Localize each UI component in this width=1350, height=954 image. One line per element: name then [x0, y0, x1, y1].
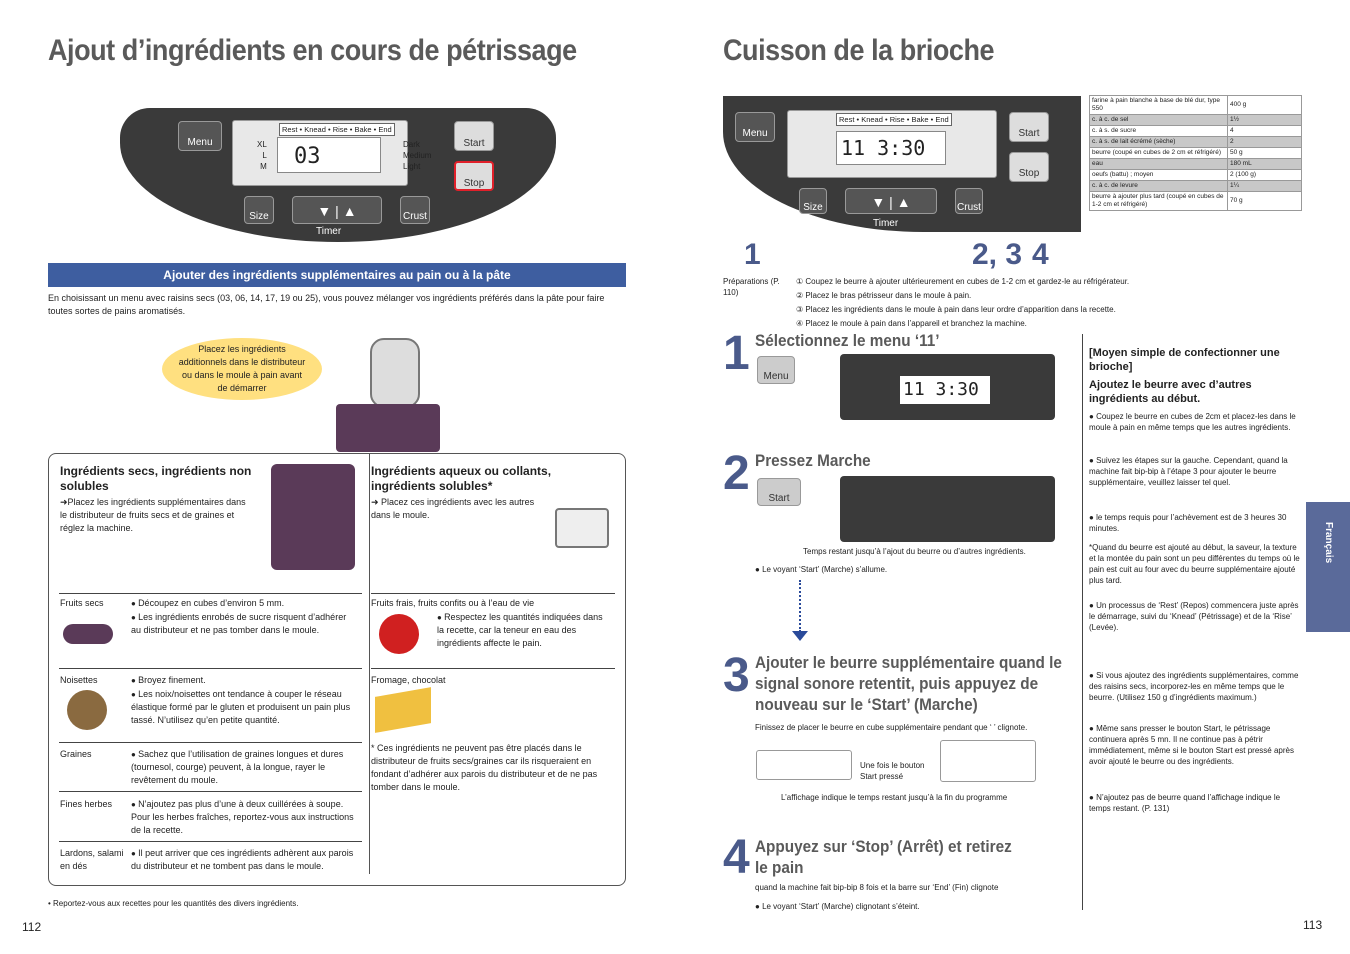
apple-icon — [379, 614, 419, 654]
menu-button-right: Menu — [735, 112, 775, 142]
side-subtitle: Ajoutez le beurre avec d’autres ingrédients au début. — [1089, 379, 1252, 405]
wet-note: * Ces ingrédients ne peuvent pas être placés dans le distributeur de fruits secs/graines car ils risqueraient en fondant d’adhérer aux parois du distributeur et de ne pas tomber dans le moule. — [371, 743, 598, 792]
ingredient-row: farine à pain blanche à base de blé dur, type 550 400 g — [1090, 96, 1302, 115]
control-panel-right: Menu Rest • Knead • Rise • Bake • End 11 3:30 Start Stop Size ▼ | ▲ Crust Timer — [723, 96, 1081, 232]
start-button[interactable]: Start — [454, 121, 494, 151]
page-number-right: 113 — [1303, 918, 1323, 932]
step2-lcd — [840, 476, 1055, 542]
ingredient-row: beurre à ajouter plus tard (coupé en cubes de 1-2 cm et réfrigéré) 70 g — [1090, 192, 1302, 211]
nut-icon — [67, 690, 107, 730]
menu-button[interactable]: Menu — [178, 121, 222, 151]
step-1-number: 1 — [723, 327, 750, 380]
stop-button[interactable]: Stop — [454, 161, 494, 191]
program-number: 03 — [277, 137, 381, 173]
crust-labels: Dark Medium Light — [403, 140, 432, 171]
step1-menu-button[interactable]: Menu — [757, 356, 795, 384]
row-name: Fruits secs — [60, 598, 104, 608]
step3-lcd-a — [756, 750, 852, 780]
ingredient-row: c. à c. de sel 1½ — [1090, 115, 1302, 126]
prep-label: Préparations (P. 110) — [723, 277, 780, 297]
ingredient-row: c. à s. de sucre 4 — [1090, 126, 1302, 137]
step-2-title: Pressez Marche — [755, 451, 871, 470]
ingredient-row: c. à c. de levure 1¼ — [1090, 181, 1302, 192]
ingredient-row: oeufs (battu) ; moyen 2 (100 g) — [1090, 170, 1302, 181]
bread-machine-illustration — [336, 338, 446, 454]
step-4-title: Appuyez sur ‘Stop’ (Arrêt) et retirez le pain — [755, 837, 1012, 877]
callout-4: 4 — [1032, 238, 1049, 271]
step-3-title: Ajouter le beurre supplémentaire quand le signal sonore retentit, puis appuyez de nouveau sur le ‘Start’ (Marche) — [755, 653, 1062, 714]
ingredient-row: eau 180 mL — [1090, 159, 1302, 170]
side-title: [Moyen simple de confectionner une brioche] — [1089, 347, 1280, 373]
bread-pan-icon — [555, 508, 609, 548]
cheese-icon — [375, 687, 431, 733]
dispenser-illustration — [271, 464, 355, 570]
language-tab[interactable]: Français — [1306, 502, 1350, 632]
page-title-right: Cuisson de la brioche — [723, 34, 995, 67]
intro-text: En choisissant un menu avec raisins secs (03, 06, 14, 17, 19 ou 25), vous pouvez mélanger vos ingrédients préférés dans la pâte pour faire toutes sortes de pains aromatisés. — [48, 293, 605, 316]
step2-start-button[interactable]: Start — [757, 478, 801, 506]
time-display: 11 3:30 — [836, 131, 946, 165]
control-panel — [120, 108, 556, 242]
page-title-left: Ajout d’ingrédients en cours de pétrissage — [48, 34, 577, 67]
section-banner: Ajouter des ingrédients supplémentaires au pain ou à la pâte — [48, 263, 626, 287]
mode-bar: Rest • Knead • Rise • Bake • End — [279, 123, 395, 136]
tip-bubble: Placez les ingrédients additionnels dans le distributeur ou dans le moule à pain avant de démarrer — [162, 338, 322, 400]
step1-lcd: 11 3:30 — [840, 354, 1055, 420]
step3-lcd-b — [940, 740, 1036, 782]
page-number-left: 112 — [22, 920, 42, 934]
callout-1: 1 — [744, 238, 761, 271]
timer-label: Timer — [316, 226, 342, 237]
size-button[interactable]: Size — [244, 196, 274, 224]
ingredient-row: c. à s. de lait écrémé (sèche) 2 — [1090, 137, 1302, 148]
dry-title: Ingrédients secs, ingrédients non solubles — [60, 464, 252, 493]
callout-23: 2, 3 — [972, 238, 1023, 271]
ingredient-row: beurre (coupé en cubes de 2 cm et réfrigéré) 50 g — [1090, 148, 1302, 159]
wet-title: Ingrédients aqueux ou collants, ingrédients solubles* — [371, 464, 552, 493]
timer-arrows[interactable]: ▼ | ▲ — [292, 196, 382, 224]
step-1-title: Sélectionnez le menu ‘11’ — [755, 331, 940, 350]
crust-button[interactable]: Crust — [400, 196, 430, 224]
wet-text: ➜ Placez ces ingrédients avec les autres dans le moule. — [371, 497, 535, 520]
ingredient-table — [1089, 95, 1302, 211]
lcd-display — [232, 120, 432, 186]
size-labels: XL L M — [257, 140, 267, 171]
ingredient-box: Ingrédients secs, ingrédients non solubles ➜Placez les ingrédients supplémentaires dans le distributeur de fruits secs et de graines et réglez la machine. Ingrédients aqueux ou collants, ingrédients solubles* ➜ Placez ces ingrédients avec les autres dans le moule. Fruits secs ● Découpez en cubes d’environ 5 mm. ● Les ingrédients enrobés de sucre risquent d’adhérer au distributeur et ne pas tomber dans le moule. Noisettes ● Broyez finement. ● Les noix/noisettes ont tendance à couper le réseau élastique formé par le gluten et produisent un pain plus tassé. N’utilisez qu’en petite quantité. Graines ● Sachez que l’utilisation de graines longues et dures (tournesol, courge) peuvent, à la longue, rayer le revêtement du moule. Fines herbes ● N’ajoutez pas plus d’une à deux cuillérées à soupe. Pour les herbes fraîches, reportez-vous aux instructions de la recette. Lardons, salami en dés ● Il peut arriver que ces ingrédients adhèrent aux parois du distributeur et ne tombent pas dans le moule. Fruits frais, fruits confits ou à l’eau de vie ● Respectez les quantités indiquées dans la recette, car la teneur en eau des ingrédients affecte le pain. Fromage, chocolat * Ces ingrédients ne peuvent pas être placés dans le distributeur de fruits secs/graines car ils risqueraient en fondant d’adhérer aux parois du distributeur et de ne pas tomber dans le moule. — [48, 453, 626, 886]
lcd-right: Rest • Knead • Rise • Bake • End 11 3:30 — [787, 110, 997, 178]
footnote: • Reportez-vous aux recettes pour les quantités des divers ingrédients. — [48, 899, 299, 908]
dry-text: ➜Placez les ingrédients supplémentaires dans le distributeur de fruits secs et de graines et réglez la machine. — [60, 497, 246, 533]
flow-arrow — [799, 580, 801, 632]
dried-fruit-icon — [63, 614, 123, 654]
prep-list: ① Coupez le beurre à ajouter ultérieurement en cubes de 1-2 cm et gardez-le au réfrigérateur. ② Placez le bras pétrisseur dans le moule à pain. ③ Placez les ingrédients dans le moule à pain dans leur ordre d’apparition dans la recette. ④ Placez le moule à pain dans l’appareil et branchez la machine. — [796, 277, 1130, 328]
